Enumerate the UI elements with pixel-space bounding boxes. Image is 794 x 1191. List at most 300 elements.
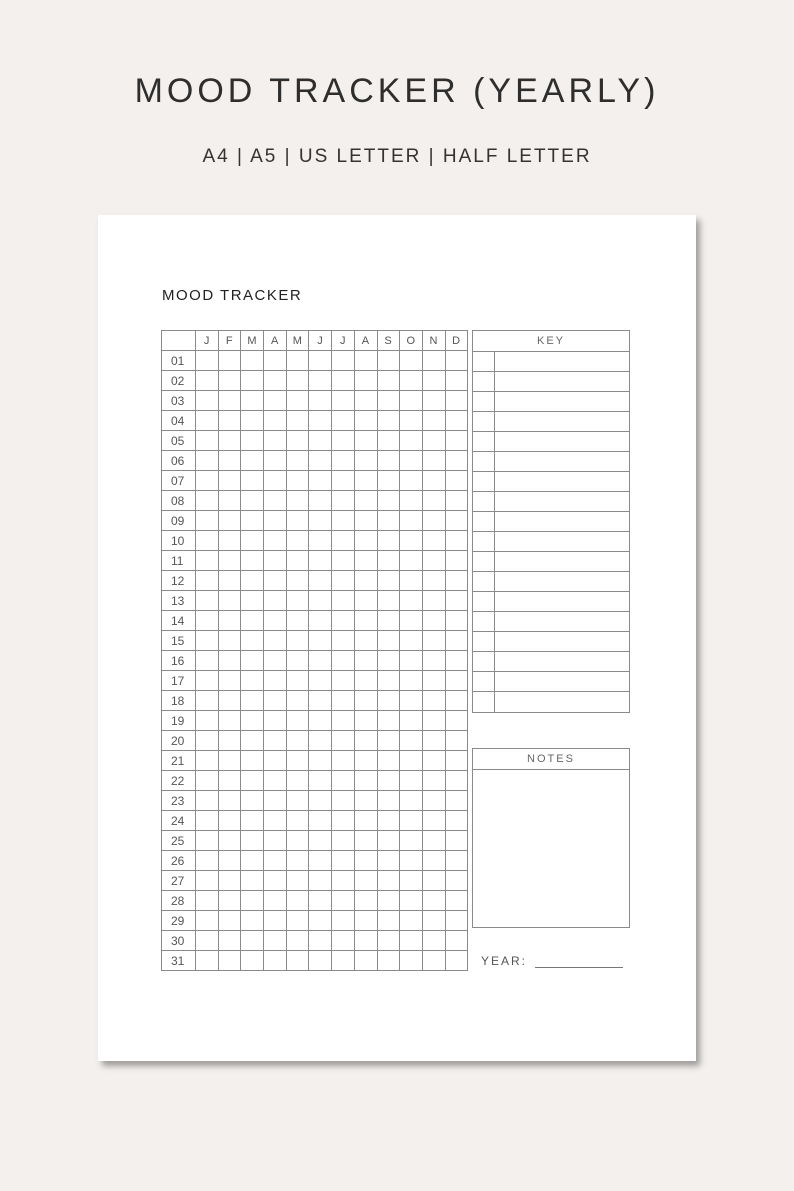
- mood-cell: [218, 931, 241, 951]
- mood-cell: [309, 451, 332, 471]
- mood-cell: [332, 891, 355, 911]
- mood-cell: [400, 651, 423, 671]
- mood-cell: [241, 951, 264, 971]
- key-row: [473, 632, 629, 652]
- mood-cell: [286, 431, 309, 451]
- mood-cell: [445, 631, 468, 651]
- mood-cell: [264, 371, 287, 391]
- sheet-title: MOOD TRACKER: [162, 287, 303, 304]
- month-header: D: [445, 331, 468, 351]
- mood-cell: [377, 511, 400, 531]
- day-label: 29: [162, 911, 196, 931]
- mood-cell: [196, 351, 219, 371]
- day-row: [162, 351, 468, 371]
- mood-cell: [332, 811, 355, 831]
- mood-cell: [196, 391, 219, 411]
- mood-cell: [286, 871, 309, 891]
- mood-cell: [264, 731, 287, 751]
- mood-cell: [264, 811, 287, 831]
- mood-cell: [196, 411, 219, 431]
- day-label: 17: [162, 671, 196, 691]
- mood-cell: [218, 811, 241, 831]
- mood-cell: [309, 931, 332, 951]
- mood-cell: [400, 471, 423, 491]
- key-description: [495, 652, 629, 671]
- mood-cell: [377, 431, 400, 451]
- mood-cell: [445, 431, 468, 451]
- mood-cell: [286, 831, 309, 851]
- mood-cell: [354, 791, 377, 811]
- key-description: [495, 352, 629, 371]
- mood-cell: [377, 591, 400, 611]
- mood-cell: [241, 771, 264, 791]
- mood-cell: [196, 811, 219, 831]
- mood-cell: [264, 831, 287, 851]
- day-label: 27: [162, 871, 196, 891]
- month-header: N: [422, 331, 445, 351]
- mood-cell: [332, 591, 355, 611]
- mood-cell: [309, 551, 332, 571]
- mood-cell: [332, 911, 355, 931]
- mood-cell: [241, 691, 264, 711]
- mood-cell: [264, 891, 287, 911]
- mood-cell: [309, 491, 332, 511]
- mood-cell: [400, 551, 423, 571]
- mood-cell: [445, 591, 468, 611]
- mood-cell: [354, 431, 377, 451]
- month-header: M: [286, 331, 309, 351]
- mood-cell: [264, 691, 287, 711]
- mood-cell: [218, 351, 241, 371]
- mood-cell: [354, 371, 377, 391]
- mood-cell: [445, 671, 468, 691]
- mood-cell: [354, 651, 377, 671]
- mood-cell: [422, 591, 445, 611]
- mood-cell: [286, 411, 309, 431]
- mood-cell: [332, 791, 355, 811]
- mood-cell: [422, 611, 445, 631]
- mood-cell: [422, 531, 445, 551]
- mood-cell: [400, 831, 423, 851]
- mood-cell: [445, 471, 468, 491]
- mood-grid: [161, 330, 468, 971]
- mood-cell: [241, 591, 264, 611]
- mood-cell: [332, 511, 355, 531]
- key-row: [473, 652, 629, 672]
- mood-cell: [218, 951, 241, 971]
- mood-cell: [286, 591, 309, 611]
- mood-cell: [241, 851, 264, 871]
- mood-cell: [286, 371, 309, 391]
- mood-cell: [422, 871, 445, 891]
- mood-cell: [286, 811, 309, 831]
- mood-cell: [332, 391, 355, 411]
- mood-cell: [400, 491, 423, 511]
- mood-cell: [332, 551, 355, 571]
- mood-cell: [354, 571, 377, 591]
- mood-cell: [377, 611, 400, 631]
- mood-cell: [332, 531, 355, 551]
- mood-cell: [377, 831, 400, 851]
- mood-cell: [354, 891, 377, 911]
- mood-cell: [196, 491, 219, 511]
- mood-cell: [196, 691, 219, 711]
- mood-cell: [445, 731, 468, 751]
- key-description: [495, 552, 629, 571]
- mood-cell: [264, 431, 287, 451]
- mood-cell: [445, 511, 468, 531]
- mood-cell: [264, 751, 287, 771]
- key-row: [473, 512, 629, 532]
- key-row: [473, 692, 629, 712]
- paper-sizes: A4 | A5 | US LETTER | HALF LETTER: [202, 146, 592, 167]
- mood-cell: [264, 411, 287, 431]
- mood-cell: [445, 691, 468, 711]
- mood-cell: [332, 471, 355, 491]
- day-row: [162, 411, 468, 431]
- mood-cell: [354, 611, 377, 631]
- mood-cell: [286, 611, 309, 631]
- mood-cell: [264, 791, 287, 811]
- mood-cell: [332, 571, 355, 591]
- mood-cell: [422, 731, 445, 751]
- mood-cell: [445, 491, 468, 511]
- mood-cell: [377, 771, 400, 791]
- mood-cell: [400, 631, 423, 651]
- mood-cell: [309, 791, 332, 811]
- mood-cell: [400, 951, 423, 971]
- mood-cell: [218, 471, 241, 491]
- mood-cell: [354, 871, 377, 891]
- mood-cell: [241, 631, 264, 651]
- mood-cell: [264, 611, 287, 631]
- mood-cell: [309, 891, 332, 911]
- mood-cell: [286, 571, 309, 591]
- key-swatch: [473, 472, 495, 491]
- month-header: S: [377, 331, 400, 351]
- mood-cell: [354, 451, 377, 471]
- key-row: [473, 472, 629, 492]
- mood-cell: [445, 391, 468, 411]
- mood-cell: [354, 951, 377, 971]
- mood-cell: [422, 911, 445, 931]
- mood-cell: [422, 471, 445, 491]
- mood-cell: [445, 371, 468, 391]
- day-label: 14: [162, 611, 196, 631]
- mood-cell: [377, 791, 400, 811]
- day-label: 12: [162, 571, 196, 591]
- mood-cell: [196, 531, 219, 551]
- mood-cell: [218, 771, 241, 791]
- mood-cell: [354, 691, 377, 711]
- mood-cell: [422, 771, 445, 791]
- mood-cell: [377, 391, 400, 411]
- mood-cell: [241, 711, 264, 731]
- key-row: [473, 532, 629, 552]
- mood-cell: [445, 831, 468, 851]
- mood-cell: [400, 671, 423, 691]
- mood-cell: [354, 671, 377, 691]
- day-label: 28: [162, 891, 196, 911]
- mood-cell: [196, 671, 219, 691]
- year-blank-line: [535, 953, 623, 968]
- mood-cell: [400, 931, 423, 951]
- mood-cell: [286, 951, 309, 971]
- mood-cell: [445, 811, 468, 831]
- mood-cell: [400, 531, 423, 551]
- key-row: [473, 372, 629, 392]
- mood-cell: [377, 351, 400, 371]
- mood-cell: [264, 451, 287, 471]
- key-swatch: [473, 512, 495, 531]
- mood-cell: [286, 671, 309, 691]
- mood-cell: [218, 431, 241, 451]
- key-swatch: [473, 372, 495, 391]
- key-row: [473, 452, 629, 472]
- mood-cell: [422, 931, 445, 951]
- mood-cell: [218, 751, 241, 771]
- mood-cell: [309, 771, 332, 791]
- mood-cell: [422, 711, 445, 731]
- month-header: J: [332, 331, 355, 351]
- mood-cell: [218, 571, 241, 591]
- mood-cell: [354, 511, 377, 531]
- day-row: [162, 831, 468, 851]
- key-row: [473, 492, 629, 512]
- mood-cell: [377, 851, 400, 871]
- mood-cell: [309, 531, 332, 551]
- mood-cell: [400, 771, 423, 791]
- mood-cell: [332, 951, 355, 971]
- mood-cell: [286, 451, 309, 471]
- mood-cell: [377, 951, 400, 971]
- day-label: 19: [162, 711, 196, 731]
- day-row: [162, 871, 468, 891]
- key-description: [495, 532, 629, 551]
- day-label: 01: [162, 351, 196, 371]
- key-description: [495, 632, 629, 651]
- mood-cell: [241, 911, 264, 931]
- mood-cell: [218, 851, 241, 871]
- notes-heading: NOTES: [473, 749, 629, 770]
- mood-cell: [354, 751, 377, 771]
- mood-cell: [241, 431, 264, 451]
- mood-cell: [354, 391, 377, 411]
- mood-cell: [422, 791, 445, 811]
- mood-cell: [354, 911, 377, 931]
- mood-cell: [309, 671, 332, 691]
- notes-box: [472, 748, 630, 928]
- day-label: 18: [162, 691, 196, 711]
- mood-cell: [286, 931, 309, 951]
- mood-cell: [332, 711, 355, 731]
- day-label: 05: [162, 431, 196, 451]
- day-row: [162, 811, 468, 831]
- mood-cell: [400, 871, 423, 891]
- key-description: [495, 592, 629, 611]
- mood-cell: [286, 711, 309, 731]
- day-label: 11: [162, 551, 196, 571]
- mood-cell: [196, 431, 219, 451]
- mood-cell: [422, 891, 445, 911]
- mood-cell: [241, 351, 264, 371]
- mood-cell: [422, 371, 445, 391]
- mood-cell: [241, 491, 264, 511]
- key-description: [495, 572, 629, 591]
- mood-cell: [196, 591, 219, 611]
- mood-cell: [422, 631, 445, 651]
- mood-cell: [286, 551, 309, 571]
- day-row: [162, 911, 468, 931]
- mood-cell: [309, 711, 332, 731]
- mood-cell: [422, 651, 445, 671]
- month-header: O: [400, 331, 423, 351]
- mood-cell: [218, 451, 241, 471]
- day-label: 06: [162, 451, 196, 471]
- day-row: [162, 491, 468, 511]
- mood-cell: [218, 531, 241, 551]
- mood-cell: [264, 951, 287, 971]
- day-row: [162, 771, 468, 791]
- mood-cell: [264, 911, 287, 931]
- mood-cell: [332, 831, 355, 851]
- mood-cell: [241, 651, 264, 671]
- mood-cell: [400, 431, 423, 451]
- key-row: [473, 572, 629, 592]
- mood-cell: [241, 831, 264, 851]
- day-label: 08: [162, 491, 196, 511]
- mood-cell: [445, 871, 468, 891]
- grid-body: [162, 351, 468, 971]
- mood-cell: [332, 651, 355, 671]
- key-heading: KEY: [473, 331, 629, 352]
- mood-cell: [377, 551, 400, 571]
- mood-cell: [377, 811, 400, 831]
- mood-cell: [332, 731, 355, 751]
- mood-cell: [264, 671, 287, 691]
- mood-cell: [445, 911, 468, 931]
- year-field: [481, 953, 623, 968]
- mood-cell: [196, 611, 219, 631]
- key-description: [495, 612, 629, 631]
- mood-cell: [218, 871, 241, 891]
- mood-cell: [445, 751, 468, 771]
- mood-cell: [286, 391, 309, 411]
- mood-cell: [218, 911, 241, 931]
- key-swatch: [473, 692, 495, 712]
- day-label: 02: [162, 371, 196, 391]
- day-row: [162, 671, 468, 691]
- day-label: 25: [162, 831, 196, 851]
- mood-cell: [422, 431, 445, 451]
- mood-cell: [309, 851, 332, 871]
- mood-cell: [241, 811, 264, 831]
- mood-cell: [196, 631, 219, 651]
- mood-cell: [286, 351, 309, 371]
- mood-cell: [241, 751, 264, 771]
- mood-cell: [241, 671, 264, 691]
- mood-cell: [332, 611, 355, 631]
- mood-cell: [196, 711, 219, 731]
- key-swatch: [473, 652, 495, 671]
- key-description: [495, 372, 629, 391]
- mood-cell: [377, 371, 400, 391]
- mood-cell: [445, 611, 468, 631]
- mood-cell: [264, 531, 287, 551]
- key-swatch: [473, 392, 495, 411]
- mood-cell: [422, 351, 445, 371]
- mood-cell: [218, 711, 241, 731]
- key-description: [495, 432, 629, 451]
- key-swatch: [473, 432, 495, 451]
- mood-cell: [332, 451, 355, 471]
- mood-cell: [218, 511, 241, 531]
- mood-cell: [196, 891, 219, 911]
- mood-cell: [422, 691, 445, 711]
- mood-cell: [218, 631, 241, 651]
- mood-cell: [377, 571, 400, 591]
- mood-cell: [422, 391, 445, 411]
- mood-cell: [286, 771, 309, 791]
- mood-cell: [422, 671, 445, 691]
- mood-cell: [332, 431, 355, 451]
- mood-cell: [377, 531, 400, 551]
- day-row: [162, 731, 468, 751]
- day-label: 21: [162, 751, 196, 771]
- mood-cell: [196, 911, 219, 931]
- mood-cell: [196, 831, 219, 851]
- key-description: [495, 512, 629, 531]
- day-row: [162, 371, 468, 391]
- mood-cell: [241, 371, 264, 391]
- mood-cell: [354, 591, 377, 611]
- day-row: [162, 951, 468, 971]
- day-row: [162, 651, 468, 671]
- day-label: 04: [162, 411, 196, 431]
- mood-cell: [241, 891, 264, 911]
- mood-cell: [196, 651, 219, 671]
- mood-cell: [332, 631, 355, 651]
- mood-cell: [354, 531, 377, 551]
- mood-cell: [286, 751, 309, 771]
- mood-cell: [241, 511, 264, 531]
- mood-cell: [309, 831, 332, 851]
- mood-cell: [400, 411, 423, 431]
- mood-cell: [309, 911, 332, 931]
- day-label: 31: [162, 951, 196, 971]
- month-header: A: [264, 331, 287, 351]
- mood-cell: [422, 951, 445, 971]
- mood-cell: [377, 931, 400, 951]
- mood-cell: [264, 491, 287, 511]
- day-row: [162, 611, 468, 631]
- key-description: [495, 452, 629, 471]
- mood-cell: [400, 611, 423, 631]
- mood-cell: [241, 411, 264, 431]
- mood-cell: [422, 831, 445, 851]
- mood-cell: [332, 691, 355, 711]
- key-swatch: [473, 632, 495, 651]
- mood-cell: [377, 451, 400, 471]
- mood-cell: [196, 771, 219, 791]
- month-header: M: [241, 331, 264, 351]
- mood-cell: [264, 711, 287, 731]
- mood-cell: [196, 551, 219, 571]
- mood-cell: [241, 791, 264, 811]
- mood-cell: [196, 791, 219, 811]
- mood-cell: [218, 411, 241, 431]
- mood-cell: [377, 731, 400, 751]
